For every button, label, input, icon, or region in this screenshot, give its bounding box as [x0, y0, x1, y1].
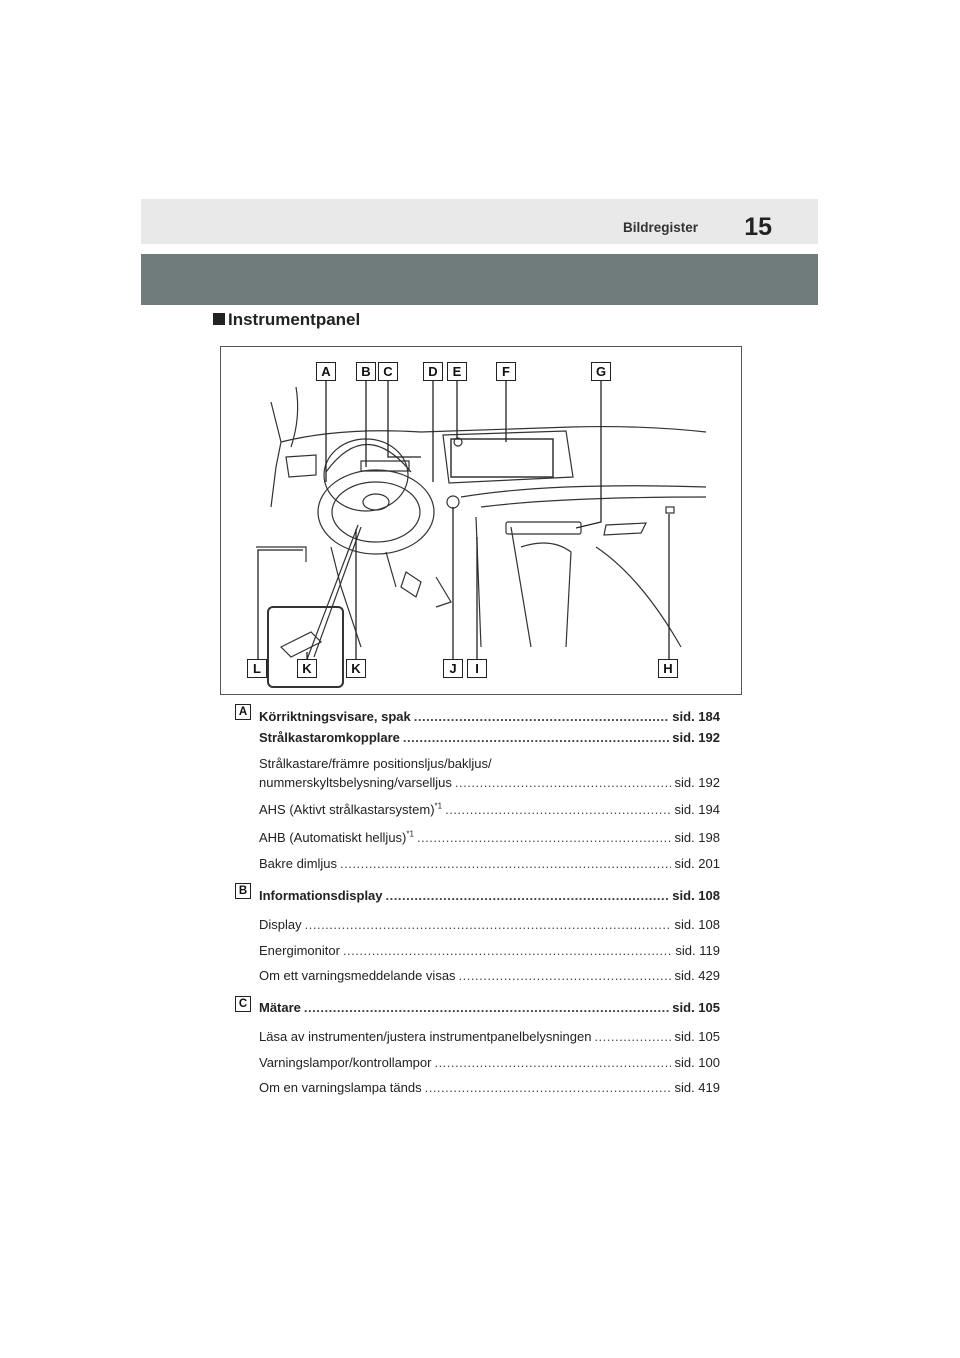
heading	[213, 310, 360, 330]
section-tag-b: B	[235, 883, 251, 899]
section-title: Bildregister	[622, 220, 698, 235]
leader-lines	[221, 347, 741, 694]
list-item: AHB (Automatiskt helljus)$^{*1}$ ..... sid. 198	[259, 830, 720, 846]
callout-d: D	[423, 362, 443, 381]
list-item: Strålkastare/främre positionsljus/bakljus/	[259, 756, 492, 771]
header-bar	[141, 199, 818, 244]
list-item: AHS (Aktivt strålkastarsystem)$^{*1}$ ..... sid. 194	[259, 802, 720, 818]
callout-h: H	[658, 659, 678, 678]
callout-k-1: K	[297, 659, 317, 678]
list-item: Körriktningsvisare, spak ..... sid. 184	[259, 709, 720, 725]
list-item: Mätare ..... sid. 105	[259, 1000, 720, 1016]
callout-l: L	[247, 659, 267, 678]
callout-j: J	[443, 659, 463, 678]
callout-e: E	[447, 362, 467, 381]
chapter-band	[141, 254, 818, 305]
heading-text: Instrumentpanel	[228, 310, 361, 329]
list-item: Läsa av instrumenten/justera instrumentpanelbelysningen ..... sid. 105	[259, 1029, 720, 1045]
section-tag-a: A	[235, 704, 251, 720]
page-number: 15	[744, 213, 772, 241]
callout-g: G	[591, 362, 611, 381]
callout-b: B	[356, 362, 376, 381]
callout-c: C	[378, 362, 398, 381]
heading-square-icon	[213, 313, 225, 325]
section-tag-c: C	[235, 996, 251, 1012]
list-item: nummerskyltsbelysning/varselljus ..... sid. 192	[259, 775, 720, 791]
callout-k-2: K	[346, 659, 366, 678]
list-item: Strålkastaromkopplare ..... sid. 192	[259, 730, 720, 746]
list-item: Om ett varningsmeddelande visas ..... sid. 429	[259, 968, 720, 984]
list-item: Energimonitor ..... sid. 119	[259, 943, 720, 959]
list-item: Display ..... sid. 108	[259, 917, 720, 933]
list-item: Bakre dimljus ..... sid. 201	[259, 856, 720, 872]
list-item: Om en varningslampa tänds ..... sid. 419	[259, 1080, 720, 1096]
callout-f: F	[496, 362, 516, 381]
instrument-panel-figure	[220, 346, 742, 695]
callout-a: A	[316, 362, 336, 381]
callout-i: I	[467, 659, 487, 678]
list-item: Varningslampor/kontrollampor ..... sid. 100	[259, 1055, 720, 1071]
list-item: Informationsdisplay ..... sid. 108	[259, 888, 720, 904]
